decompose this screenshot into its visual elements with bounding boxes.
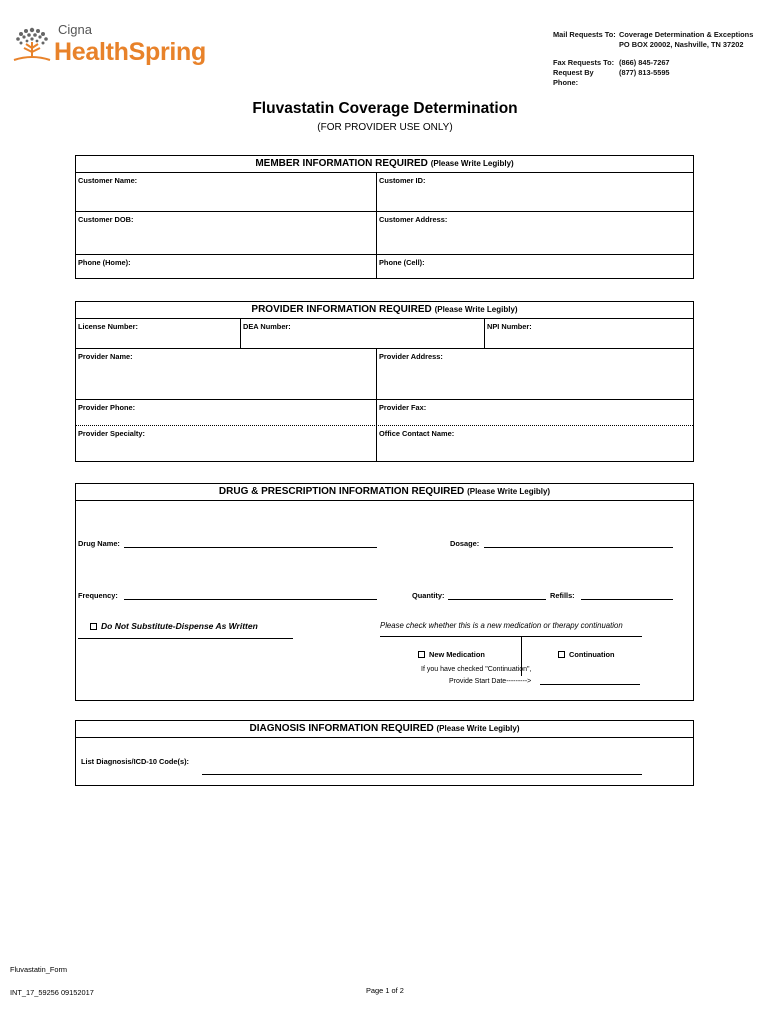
provider-section	[75, 301, 694, 462]
customer-address-field[interactable]: Customer Address:	[379, 215, 448, 224]
dosage-line[interactable]	[484, 547, 673, 548]
new-medication-option[interactable]	[418, 650, 485, 659]
fax-label: Fax Requests To:	[553, 58, 615, 67]
phone-label: Request By Phone:	[553, 68, 594, 87]
diagnosis-section	[75, 720, 694, 786]
drug-heading: DRUG & PRESCRIPTION INFORMATION REQUIRED	[218, 486, 465, 497]
continuation-option[interactable]	[558, 650, 615, 659]
check-note: Please check whether this is a new medication or therapy continuation	[380, 621, 623, 630]
customer-name-field[interactable]: Customer Name:	[76, 173, 377, 211]
provider-section-header	[76, 302, 693, 319]
quantity-line[interactable]	[448, 599, 546, 600]
refills-line[interactable]	[581, 599, 673, 600]
dnsw-option[interactable]	[90, 621, 258, 631]
provider-phone-field[interactable]: Provider Phone:	[76, 400, 377, 425]
continuation-label: Continuation	[569, 650, 615, 659]
member-section-header	[76, 156, 693, 173]
member-heading: MEMBER INFORMATION REQUIRED	[255, 158, 428, 169]
diagnosis-section-header	[76, 721, 693, 738]
provider-note: (Please Write Legibly)	[434, 305, 518, 314]
phone-value: (877) 813-5595	[619, 68, 670, 77]
dnsw-underline	[78, 638, 293, 639]
drug-section-body	[76, 501, 693, 689]
frequency-label: Frequency:	[78, 591, 118, 600]
tree-logo-icon	[10, 24, 54, 68]
provider-specialty-field[interactable]: Provider Specialty:	[76, 426, 377, 461]
provider-heading: PROVIDER INFORMATION REQUIRED	[251, 304, 432, 315]
new-medication-label: New Medication	[429, 650, 485, 659]
dosage-label: Dosage:	[450, 539, 480, 548]
cigna-healthspring-logo	[10, 20, 220, 72]
footer-form-code: INT_17_59256 09152017	[10, 988, 94, 997]
start-date-label: Provide Start Date--------->	[449, 678, 532, 685]
office-contact-field[interactable]: Office Contact Name:	[379, 429, 455, 438]
diagnosis-line[interactable]	[202, 774, 642, 775]
dnsw-label: Do Not Substitute-Dispense As Written	[101, 621, 258, 631]
phone-home-field[interactable]: Phone (Home):	[76, 255, 377, 278]
customer-dob-field[interactable]: Customer DOB:	[76, 212, 377, 254]
drug-note: (Please Write Legibly)	[467, 487, 551, 496]
new-medication-checkbox[interactable]	[418, 651, 425, 658]
dnsw-checkbox[interactable]	[90, 623, 97, 630]
diagnosis-label: List Diagnosis/ICD-10 Code(s):	[81, 757, 189, 766]
mail-line2: PO BOX 20002, Nashville, TN 37202	[619, 40, 744, 49]
drug-section-header	[76, 484, 693, 501]
document-title: Fluvastatin Coverage Determination	[252, 100, 518, 117]
drug-name-label: Drug Name:	[78, 539, 120, 548]
continuation-instruction: If you have checked "Continuation",	[421, 666, 532, 673]
contact-info-block	[553, 30, 753, 88]
document-subtitle: (FOR PROVIDER USE ONLY)	[317, 122, 453, 133]
diagnosis-heading: DIAGNOSIS INFORMATION REQUIRED	[249, 723, 434, 734]
provider-name-field[interactable]: Provider Name:	[76, 349, 377, 399]
member-note: (Please Write Legibly)	[430, 159, 514, 168]
fax-value: (866) 845-7267	[619, 58, 670, 67]
mail-line1: Coverage Determination & Exceptions	[619, 30, 754, 39]
refills-label: Refills:	[550, 591, 575, 600]
continuation-checkbox[interactable]	[558, 651, 565, 658]
footer-form-name: Fluvastatin_Form	[10, 965, 68, 974]
npi-number-field[interactable]: NPI Number:	[487, 322, 532, 331]
dea-number-field[interactable]: DEA Number:	[241, 319, 485, 348]
drug-section	[75, 483, 694, 701]
provider-address-field[interactable]: Provider Address:	[379, 352, 443, 361]
brand-healthspring-text: HealthSpring	[54, 38, 206, 66]
footer-page-number: Page 1 of 2	[366, 986, 404, 995]
check-note-line	[380, 636, 642, 637]
brand-cigna-text: Cigna	[58, 22, 92, 37]
quantity-label: Quantity:	[412, 591, 445, 600]
frequency-line[interactable]	[124, 599, 377, 600]
drug-name-line[interactable]	[124, 547, 377, 548]
start-date-line[interactable]	[540, 684, 640, 685]
diagnosis-note: (Please Write Legibly)	[436, 724, 520, 733]
provider-fax-field[interactable]: Provider Fax:	[379, 403, 427, 412]
customer-id-field[interactable]: Customer ID:	[379, 176, 426, 185]
mail-label: Mail Requests To:	[553, 30, 616, 39]
license-number-field[interactable]: License Number:	[76, 319, 241, 348]
member-section	[75, 155, 694, 279]
diagnosis-body	[76, 738, 693, 785]
phone-cell-field[interactable]: Phone (Cell):	[379, 258, 425, 267]
